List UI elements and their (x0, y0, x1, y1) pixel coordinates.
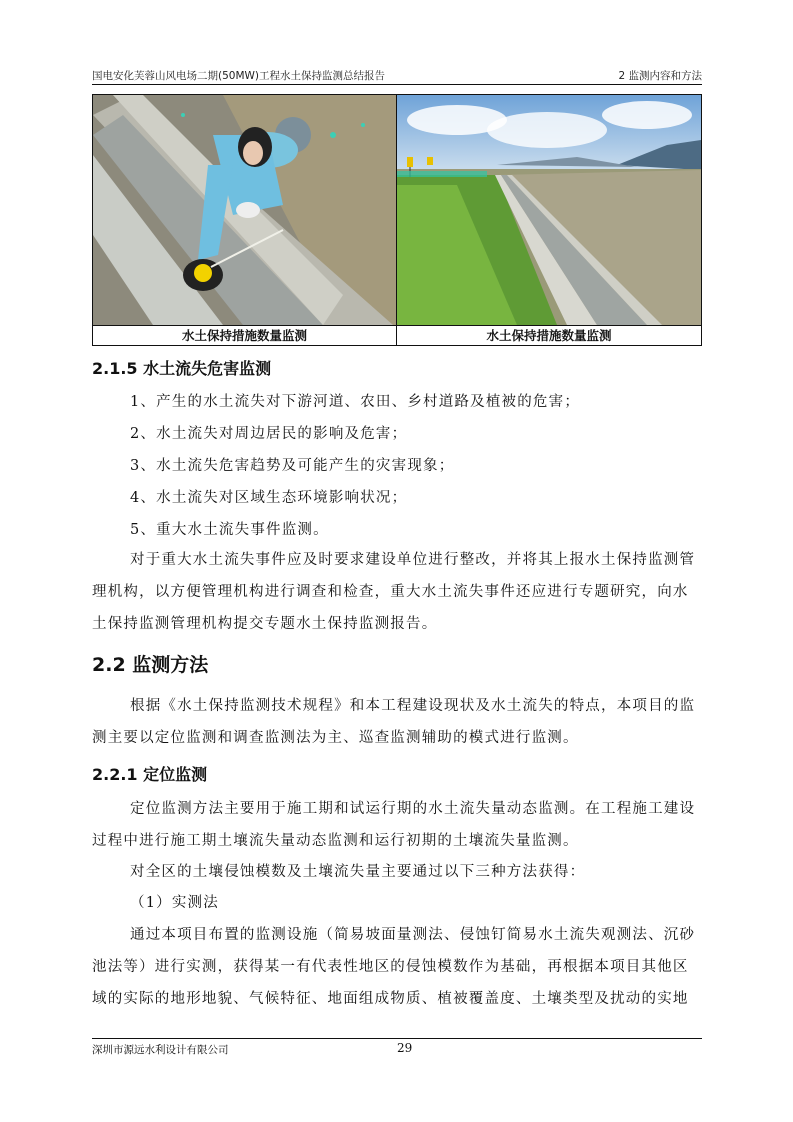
photo-caption-row (93, 325, 701, 346)
photo-table (92, 94, 702, 346)
section-2-1-5-title: 2.1.5 水土流失危害监测 (92, 359, 272, 378)
photo-caption-2: 水土保持措施数量监测 (486, 328, 612, 343)
footer-company: 深圳市源远水利设计有限公司 (92, 1044, 229, 1056)
section-2-2-title: 2.2 监测方法 (92, 654, 209, 676)
header-report-title: 国电安化芙蓉山风电场二期(50MW)工程水土保持监测总结报告 (92, 70, 385, 82)
paragraph-line: 理机构，以方便管理机构进行调查和检查，重大水土流失事件还应进行专题研究，向水 (92, 584, 689, 600)
paragraph-line: 域的实际的地形地貌、气候特征、地面组成物质、植被覆盖度、土壤类型及扰动的实地 (92, 991, 689, 1007)
list-item: 1、产生的水土流失对下游河道、农田、乡村道路及植被的危害； (130, 394, 581, 410)
photo-measuring-drain (93, 95, 397, 325)
list-item: 2、水土流失对周边居民的影响及危害； (130, 426, 408, 442)
page-footer (92, 1038, 702, 1059)
paragraph-line: 池法等）进行实测，获得某一有代表性地区的侵蚀模数作为基础，再根据本项目其他区 (92, 959, 689, 975)
paragraph-line: 对全区的土壤侵蚀模数及土壤流失量主要通过以下三种方法获得： (130, 864, 586, 880)
paragraph-line: 土保持监测管理机构提交专题水土保持监测报告。 (92, 616, 438, 632)
header-chapter: 2 监测内容和方法 (618, 70, 702, 82)
paragraph-line: 过程中进行施工期土壤流失量动态监测和运行初期的土壤流失量监测。 (92, 833, 579, 849)
page-number: 29 (397, 1041, 413, 1055)
photo-caption-1: 水土保持措施数量监测 (93, 326, 397, 346)
list-item: 4、水土流失对区域生态环境影响状况； (130, 490, 408, 506)
paragraph-line: 对于重大水土流失事件应及时要求建设单位进行整改，并将其上报水土保持监测管 (130, 552, 696, 568)
photo-drain-channel-landscape (397, 95, 701, 325)
photo-drain-channel-landscape-image (397, 95, 701, 325)
paragraph-line: 测主要以定位监测和调查监测法为主、巡查监测辅助的模式进行监测。 (92, 730, 579, 746)
subheading-measured-method: （1）实测法 (130, 895, 219, 911)
page-header (92, 66, 702, 85)
paragraph-line: 定位监测方法主要用于施工期和试运行期的水土流失量动态监测。在工程施工建设 (130, 801, 696, 817)
photo-measuring-drain-image (93, 95, 396, 325)
list-item: 5、重大水土流失事件监测。 (130, 522, 329, 538)
section-2-2-1-title: 2.2.1 定位监测 (92, 765, 208, 784)
list-item: 3、水土流失危害趋势及可能产生的灾害现象； (130, 458, 455, 474)
paragraph-line: 通过本项目布置的监测设施（简易坡面量测法、侵蚀钉简易水土流失观测法、沉砂 (130, 927, 696, 943)
paragraph-line: 根据《水土保持监测技术规程》和本工程建设现状及水土流失的特点，本项目的监 (130, 698, 696, 714)
